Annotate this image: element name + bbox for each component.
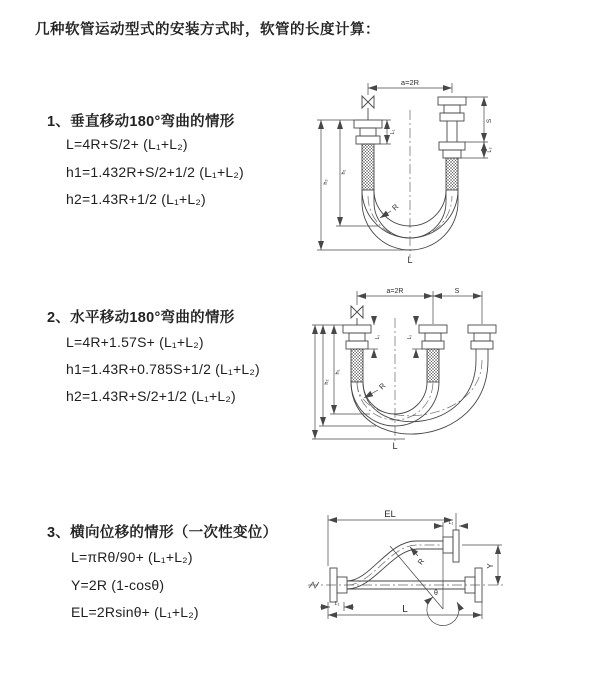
top-span-dimension — [368, 78, 452, 95]
valve-icon — [362, 96, 374, 120]
dim-label-s: S — [486, 118, 493, 124]
moving-fitting-position-2 — [468, 325, 496, 360]
section-3-formula-L: L=πRθ/90+ (L₁+L₂) — [71, 549, 193, 565]
right-fitting — [438, 97, 466, 190]
section-2-formula-h2: h2=1.43R+S/2+1/2 (L₁+L₂) — [66, 388, 236, 404]
section-2-formula-h1: h1=1.43R+0.785S+1/2 (L₁+L₂) — [66, 361, 260, 377]
section-1-heading: 1、垂直移动180°弯曲的情形 — [47, 114, 235, 130]
dim-label-theta: θ — [434, 590, 438, 597]
section-2-formula-L: L=4R+1.57S+ (L₁+L₂) — [66, 334, 204, 350]
dim-label-el: EL — [384, 509, 396, 520]
dim-label-y: Y — [486, 563, 495, 569]
section-3-formula-EL: EL=2Rsinθ+ (L₁+L₂) — [71, 604, 199, 620]
left-fitting — [354, 120, 382, 190]
fixed-fitting — [343, 325, 371, 382]
section-2-heading: 2、水平移动180°弯曲的情形 — [47, 310, 235, 326]
section-3-formula-Y: Y=2R (1-cosθ) — [71, 577, 165, 593]
radius-callout — [364, 381, 388, 398]
dim-label-l1: L₁ — [390, 129, 396, 135]
dim-label-l1: L₁ — [375, 334, 381, 340]
top-span-dimensions — [357, 288, 482, 324]
dim-label-h2: h₂ — [323, 179, 329, 185]
section-1-formula-h1: h1=1.432R+S/2+1/2 (L₁+L₂) — [66, 164, 244, 180]
dim-label-r: R — [377, 381, 388, 392]
dim-label-h2: h₂ — [324, 379, 330, 385]
valve-icon — [351, 306, 363, 325]
radius-callout — [410, 547, 427, 566]
section-1-formula-h2: h2=1.43R+1/2 (L₁+L₂) — [66, 191, 206, 207]
el-dimension — [328, 509, 456, 566]
moving-fitting-position-1 — [419, 325, 447, 382]
u-bend-hoses — [351, 360, 488, 434]
section-3-heading: 3、横向位移的情形（一次性变位） — [47, 525, 278, 541]
dim-label-a2r: a=2R — [386, 288, 404, 295]
dim-label-l2: L₂ — [407, 334, 413, 340]
dim-label-l1-top: L₁ — [448, 520, 454, 526]
horizontal-180-bend-diagram — [310, 282, 600, 462]
dim-label-length: L — [402, 604, 408, 615]
dim-label-length: L — [407, 255, 413, 265]
bottom-fitting-length-dimension — [320, 601, 354, 611]
dim-label-l1-bottom: L₁ — [334, 601, 340, 607]
top-fitting-length-dimension — [435, 520, 467, 537]
lateral-displacement-diagram — [300, 500, 600, 630]
dim-label-h1: h₁ — [335, 369, 341, 375]
dim-label-a2r: a=2R — [400, 78, 420, 87]
page-title: 几种软管运动型式的安装方式时，软管的长度计算： — [35, 22, 380, 38]
hose-centerline — [368, 110, 452, 258]
dim-label-s: S — [454, 288, 460, 295]
radius-callout — [380, 202, 401, 218]
displaced-hose — [347, 530, 459, 589]
vertical-180-bend-diagram — [310, 72, 600, 267]
section-1-formula-L: L=4R+S/2+ (L₁+L₂) — [66, 136, 188, 152]
dim-label-l2: L₂ — [487, 147, 493, 153]
dim-label-r: R — [390, 202, 401, 213]
dim-label-h1: h₁ — [341, 169, 347, 175]
stroke-dimension-right — [461, 97, 493, 158]
dim-label-length: L — [392, 441, 398, 451]
dim-label-r: R — [415, 556, 427, 567]
